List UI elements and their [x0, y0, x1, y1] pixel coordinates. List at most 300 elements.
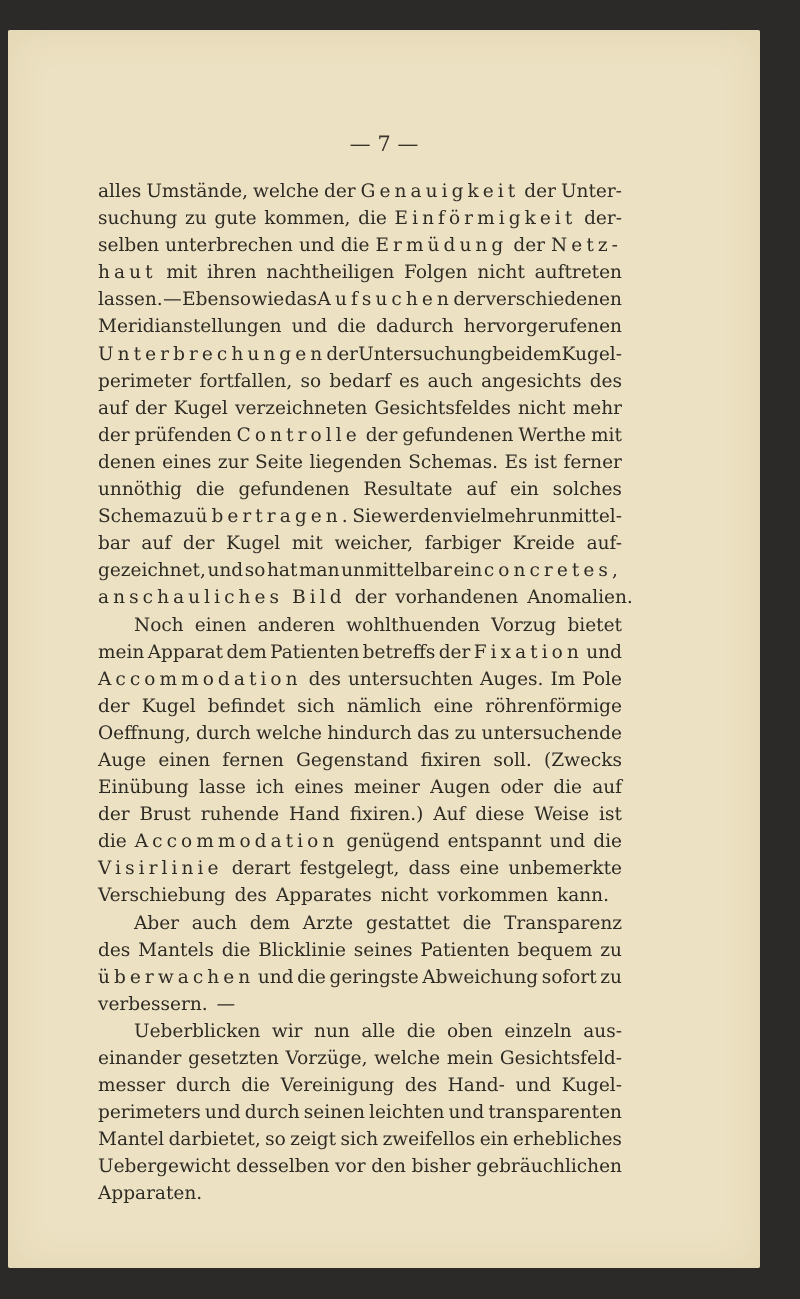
word: hervorgerufenen	[463, 316, 622, 338]
word: dem	[521, 343, 562, 365]
word: Unterbrechungen	[98, 343, 327, 365]
word: Bild	[292, 587, 346, 609]
text-line	[98, 503, 622, 530]
word: alle	[361, 1020, 396, 1042]
word: Schemas.	[408, 451, 499, 473]
word: das	[284, 289, 318, 311]
text-line	[98, 232, 622, 259]
word: Apparates	[275, 885, 372, 907]
word: oder	[500, 777, 544, 799]
text-line	[98, 828, 622, 855]
word: Accommodation	[98, 668, 302, 690]
word: der	[98, 804, 130, 826]
word: gute	[214, 208, 257, 230]
body-text	[98, 178, 633, 1208]
word: unnöthig	[98, 479, 182, 501]
text-line	[98, 178, 622, 205]
word: Fixation	[473, 641, 583, 663]
word: verzeichneten	[235, 397, 368, 419]
word: der	[365, 424, 398, 446]
word: die	[221, 939, 251, 961]
word: Kugel-	[561, 1075, 622, 1097]
word: prüfenden	[134, 424, 232, 446]
word: und	[204, 1102, 241, 1124]
word: Pole	[582, 668, 622, 690]
word: und	[448, 1102, 485, 1124]
word: der	[134, 397, 167, 419]
word: auf-	[586, 533, 622, 555]
word: Noch	[134, 614, 184, 636]
word: Oeffnung,	[98, 722, 191, 744]
word: Abweichung	[422, 966, 539, 988]
word: Ueberblicken	[134, 1020, 261, 1042]
word: Controlle	[236, 424, 361, 446]
word: Hand	[288, 804, 340, 826]
word: und	[515, 1075, 552, 1097]
word: unterbrechen	[165, 235, 293, 257]
word: untersuchten	[347, 668, 473, 690]
text-line	[98, 801, 622, 828]
word: derart	[231, 858, 291, 880]
text-line	[98, 964, 622, 991]
word: Netz-	[551, 235, 622, 257]
word: gefundenen	[238, 479, 350, 501]
text-line	[98, 368, 622, 395]
word: Seite	[254, 451, 303, 473]
word: (Zwecks	[544, 749, 622, 771]
word: —	[216, 993, 236, 1015]
word: dadurch	[375, 316, 454, 338]
word: haut	[98, 262, 157, 284]
word: Weise	[534, 804, 590, 826]
text-line	[98, 639, 622, 666]
word: entspannt	[447, 831, 542, 853]
text-line	[98, 1072, 622, 1099]
word: zu	[185, 208, 207, 230]
word: denen	[98, 451, 156, 473]
word: des	[234, 885, 267, 907]
text-line	[98, 286, 622, 313]
word: fernen	[222, 749, 284, 771]
word: die	[340, 235, 370, 257]
word: Aufsuchen	[317, 289, 453, 311]
word: auf	[98, 397, 128, 419]
text-line	[98, 341, 622, 368]
word: auch	[427, 370, 473, 392]
word: bedarf	[329, 370, 391, 392]
word: der	[98, 695, 130, 717]
word: Transparenz	[504, 912, 622, 934]
text-line	[98, 530, 622, 557]
word: auftreten	[534, 262, 622, 284]
word: geringste	[329, 966, 419, 988]
word: gebräuchlichen	[476, 1156, 622, 1178]
word: Gegenstand	[296, 749, 409, 771]
text-line	[98, 395, 622, 422]
word: Einförmigkeit	[394, 208, 577, 230]
word: Patienten	[420, 939, 510, 961]
word: bequem	[517, 939, 593, 961]
word: Aber	[134, 912, 179, 934]
word: des	[404, 1075, 438, 1097]
text-line	[98, 259, 622, 286]
word: einander	[98, 1048, 182, 1069]
text-line	[98, 557, 622, 584]
word: seinen	[303, 1102, 365, 1124]
word: kann.	[557, 885, 609, 907]
word: leichten	[369, 1102, 445, 1124]
word: der	[513, 235, 546, 257]
word: anderen	[257, 614, 336, 636]
word: Kugel	[226, 533, 281, 555]
text-line	[98, 612, 622, 639]
word: Auf	[433, 804, 466, 826]
word: Vorzug	[491, 614, 557, 636]
word: liegenden	[309, 451, 402, 473]
word: weicher,	[334, 533, 414, 555]
word: des	[98, 939, 131, 961]
word: sofort	[541, 966, 597, 988]
word: Unter-	[560, 181, 622, 202]
text-line	[98, 1153, 622, 1180]
word: nun	[314, 1020, 350, 1042]
word: anschauliches	[98, 587, 284, 609]
word: der	[453, 289, 485, 311]
word: bietet	[567, 614, 622, 636]
word: zeigt	[290, 1129, 337, 1151]
word: Accommodation	[134, 831, 339, 853]
word: dem	[249, 912, 291, 934]
word: so	[244, 560, 266, 582]
word: Vereinigung	[280, 1075, 395, 1097]
word: messer	[98, 1075, 166, 1097]
word: Kugel	[173, 397, 228, 419]
word: soll.	[493, 749, 532, 771]
word: durch	[175, 1075, 231, 1097]
word: ein	[510, 479, 539, 501]
word: zu	[173, 506, 195, 528]
word: kommen,	[264, 208, 351, 230]
word: Genauigkeit	[360, 181, 520, 202]
word: und	[298, 235, 335, 257]
text-line	[98, 1099, 622, 1126]
word: Arzte	[302, 912, 354, 934]
word: verschiedenen	[485, 289, 622, 311]
word: suchung	[98, 208, 178, 230]
word: vielmehr	[453, 506, 537, 528]
word: einen	[194, 614, 247, 636]
word: Umstände,	[146, 181, 249, 202]
text-line	[98, 882, 622, 909]
word: Mantel	[98, 1129, 165, 1151]
word: und	[586, 641, 622, 663]
word: Im	[550, 668, 576, 690]
word: der	[98, 424, 130, 446]
word: auch	[191, 912, 237, 934]
word: Es	[504, 451, 528, 473]
word: zweifellos	[382, 1129, 476, 1151]
word: eines	[294, 777, 344, 799]
text-line	[98, 1180, 622, 1207]
word: sich	[340, 1129, 379, 1151]
word: überwachen	[98, 966, 255, 988]
word: perimeter	[98, 370, 192, 392]
word: zur	[217, 451, 249, 473]
word: vorkommen	[437, 885, 549, 907]
word: so	[300, 370, 322, 392]
word: eine	[459, 858, 500, 880]
word: der	[524, 181, 556, 202]
word: zu	[600, 939, 622, 961]
word: mit	[591, 424, 622, 446]
word: Schema	[98, 506, 173, 528]
word: fixiren	[420, 749, 482, 771]
text-line	[98, 774, 622, 801]
word: unmittelbar	[341, 560, 452, 582]
word: festgelegt,	[299, 858, 400, 880]
word: des	[589, 370, 622, 392]
word: genügend	[346, 831, 440, 853]
word: die	[553, 777, 583, 799]
word: verbessern.	[98, 993, 208, 1015]
word: sich	[297, 695, 335, 717]
word: Meridianstellungen	[98, 316, 282, 338]
word: Sie	[352, 506, 382, 528]
word: die	[297, 966, 326, 988]
text-line	[98, 476, 622, 503]
word: Brust	[139, 804, 191, 826]
word: zu	[454, 722, 477, 744]
word: Vorzüge,	[285, 1048, 368, 1069]
word: hat	[267, 560, 298, 582]
word: Auges.	[479, 668, 544, 690]
word: Anomalien.	[527, 587, 633, 609]
word: erhebliches	[512, 1129, 622, 1151]
text-line	[98, 205, 622, 232]
word: einen	[158, 749, 211, 771]
word: perimeters	[98, 1102, 201, 1124]
word: solches	[552, 479, 622, 501]
text-line	[98, 666, 622, 693]
word: und	[291, 316, 328, 338]
word: alles	[98, 181, 142, 202]
word: Gesichtsfeldes	[374, 397, 511, 419]
word: selben	[98, 235, 160, 257]
word: Folgen	[404, 262, 468, 284]
text-line	[98, 693, 622, 720]
word: röhrenförmige	[485, 695, 622, 717]
word: die	[462, 912, 492, 934]
word: oben	[447, 1020, 493, 1042]
word: aus-	[583, 1020, 622, 1042]
word: bei	[492, 343, 522, 365]
text-line	[98, 1045, 622, 1072]
word: wohlthuenden	[346, 614, 480, 636]
word: Apparat	[147, 641, 224, 663]
word: der	[323, 181, 356, 202]
word: Mantels	[138, 939, 214, 961]
word: durch	[195, 722, 251, 744]
word: untersuchende	[481, 722, 622, 744]
word: Kugel-	[561, 343, 622, 365]
word: die	[358, 208, 387, 230]
book-page	[8, 30, 760, 1268]
word: den	[371, 1156, 406, 1178]
word: einzeln	[504, 1020, 572, 1042]
word: und	[549, 831, 586, 853]
word: diese	[475, 804, 525, 826]
word: übertragen.	[195, 506, 352, 528]
word: darbietet,	[168, 1129, 261, 1151]
word: der	[354, 587, 387, 609]
word: Patienten	[270, 641, 360, 663]
word: Verschiebung	[98, 885, 226, 907]
word: bisher	[411, 1156, 471, 1178]
text-line	[98, 855, 622, 882]
word: Ermüdung	[375, 235, 508, 257]
word: desselben	[236, 1156, 330, 1178]
word: auf	[466, 479, 497, 501]
word: durch	[244, 1102, 300, 1124]
word: transparenten	[488, 1102, 622, 1124]
word: ihren	[206, 262, 257, 284]
word: mit	[166, 262, 198, 284]
word: dem	[226, 641, 267, 663]
text-line	[98, 584, 633, 611]
word: die	[337, 316, 366, 338]
word: —	[163, 289, 182, 311]
page-number: — 7 —	[349, 132, 419, 156]
text-line	[98, 1018, 622, 1045]
word: fixiren.)	[349, 804, 424, 826]
word: lasse	[198, 777, 246, 799]
word: ein	[453, 560, 483, 582]
word: es	[398, 370, 420, 392]
word: ist	[599, 804, 622, 826]
word: ein	[479, 1129, 509, 1151]
word: vorhandenen	[395, 587, 519, 609]
word: Resultate	[363, 479, 453, 501]
word: Hand-	[447, 1075, 505, 1097]
word: befindet	[207, 695, 286, 717]
word: Auge	[98, 749, 147, 771]
word: Kugel	[141, 695, 196, 717]
word: Augen	[430, 777, 491, 799]
word: mein	[98, 641, 145, 663]
word: der-	[584, 208, 622, 230]
word: vor	[335, 1156, 366, 1178]
word: welche	[256, 722, 322, 744]
text-line	[98, 422, 622, 449]
word: ferner	[563, 451, 622, 473]
word: unbemerkte	[508, 858, 622, 880]
word: nicht	[380, 885, 429, 907]
word: nachtheiligen	[266, 262, 395, 284]
word: die	[406, 1020, 436, 1042]
word: mit	[291, 533, 323, 555]
word: auf	[141, 533, 172, 555]
word: lassen.	[98, 289, 163, 311]
word: mein	[446, 1048, 494, 1069]
text-line	[98, 991, 622, 1018]
word: Untersuchung	[358, 343, 493, 365]
word: angesichts	[481, 370, 582, 392]
word: nicht	[517, 397, 566, 419]
word: welche	[253, 181, 319, 202]
word: ruhende	[200, 804, 280, 826]
word: Uebergewicht	[98, 1156, 231, 1178]
word: eine	[433, 695, 474, 717]
word: werden	[382, 506, 453, 528]
word: dass	[408, 858, 451, 880]
word: die	[593, 831, 622, 853]
word: ich	[256, 777, 285, 799]
word: hindurch	[327, 722, 412, 744]
word: unmittel-	[536, 506, 622, 528]
word: Blicklinie	[258, 939, 346, 961]
word: Kreide	[512, 533, 575, 555]
word: auf	[592, 777, 622, 799]
word: wie	[251, 289, 285, 311]
word: die	[241, 1075, 271, 1097]
word: die	[98, 831, 127, 853]
text-line	[98, 910, 622, 937]
word: ist	[534, 451, 557, 473]
word: welche	[374, 1048, 441, 1069]
word: Werthe	[518, 424, 587, 446]
word: nämlich	[346, 695, 422, 717]
word: der	[326, 343, 358, 365]
word: so	[265, 1129, 286, 1151]
word: farbiger	[424, 533, 501, 555]
word: der	[438, 641, 471, 663]
word: nicht	[477, 262, 525, 284]
word: bar	[98, 533, 130, 555]
text-line	[98, 937, 622, 964]
word: Einübung	[98, 777, 189, 799]
word: des	[308, 668, 341, 690]
word: mehr	[572, 397, 622, 419]
word: Visirlinie	[98, 858, 223, 880]
word: eines	[162, 451, 212, 473]
word: betreffs	[362, 641, 436, 663]
word: gefundenen	[402, 424, 514, 446]
text-line	[98, 449, 622, 476]
text-line	[98, 313, 622, 340]
text-line	[98, 747, 622, 774]
word: Apparaten.	[98, 1183, 203, 1205]
word: fortfallen,	[199, 370, 293, 392]
word: gesetzten	[188, 1048, 279, 1069]
word: gestattet	[365, 912, 450, 934]
word: man	[299, 560, 340, 582]
word: Ebenso	[182, 289, 251, 311]
word: concretes,	[483, 560, 622, 582]
text-line	[98, 1126, 622, 1153]
text-line	[98, 720, 622, 747]
word: und	[257, 966, 294, 988]
word: und	[207, 560, 244, 582]
word: seines	[353, 939, 413, 961]
word: die	[195, 479, 225, 501]
word: zu	[600, 966, 622, 988]
word: gezeichnet,	[98, 560, 206, 582]
word: das	[417, 722, 450, 744]
word: der	[182, 533, 215, 555]
word: Gesichtsfeld-	[499, 1048, 622, 1069]
word: wir	[271, 1020, 303, 1042]
word: meiner	[353, 777, 420, 799]
